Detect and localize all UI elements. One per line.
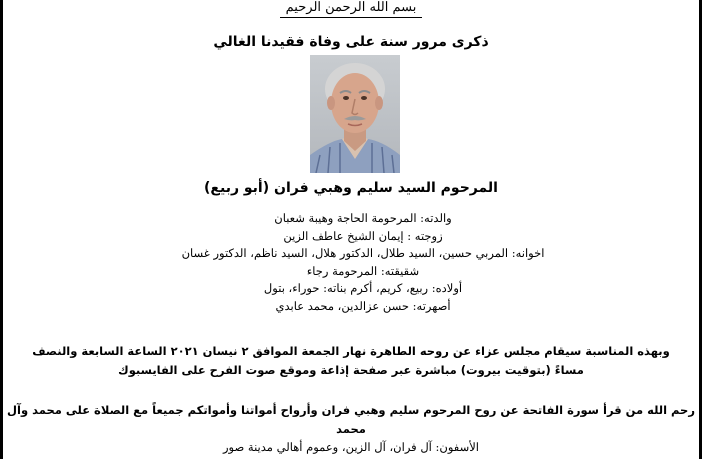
family-line-sister: شقيقته: المرحومة رجاء	[306, 263, 420, 278]
family-line-brothers: اخوانه: المربي حسين، السيد طلال، الدكتور هلال، السيد ناظم، الدكتور غسان	[181, 246, 545, 260]
family-line-in-laws: أصهرته: حسن عزالدين، محمد عابدي	[275, 298, 451, 313]
announcement-line-2: مساءً (بتوقيت بيروت) مباشرة عبر صفحة إذاعة وموقع صوت الفرح على الفايسبوك	[118, 363, 584, 377]
portrait-photo	[310, 55, 400, 173]
announcement-paragraph	[3, 342, 699, 380]
basmala-text: بسم الله الرحمن الرحيم	[280, 0, 423, 18]
family-line-children: أولاده: ربيع، كريم، أكرم بناته: حوراء، بتول	[263, 281, 463, 295]
family-list	[143, 210, 583, 315]
anniversary-title: ذكرى مرور سنة على وفاة فقيدنا الغالي	[213, 34, 489, 50]
announcement-line-1: وبهذه المناسبة سيقام مجلس عزاء عن روحه الطاهرة نهار الجمعة الموافق ٢ نيسان ٢٠٢١ الساعة السابعة والنصف	[32, 344, 670, 358]
family-line-mother: والدته: المرحومة الحاجة وهيبة شعبان	[274, 211, 452, 225]
prayer-line: رحم الله من قرأ سورة الفاتحة عن روح المرحوم سليم وهبي فران وأرواح أمواتنا وأمواتكم جميعاً مع الصلاة على محمد وآل محمد	[7, 403, 695, 436]
family-line-wife: زوجته : إيمان الشيخ عاطف الزين	[283, 228, 443, 243]
deceased-name: المرحوم السيد سليم وهبي فران (أبو ربيع)	[204, 180, 498, 196]
mourners-line: الأسفون: آل فران، آل الزين، وعموم أهالي مدينة صور	[223, 440, 479, 454]
basmala-header	[3, 0, 699, 18]
